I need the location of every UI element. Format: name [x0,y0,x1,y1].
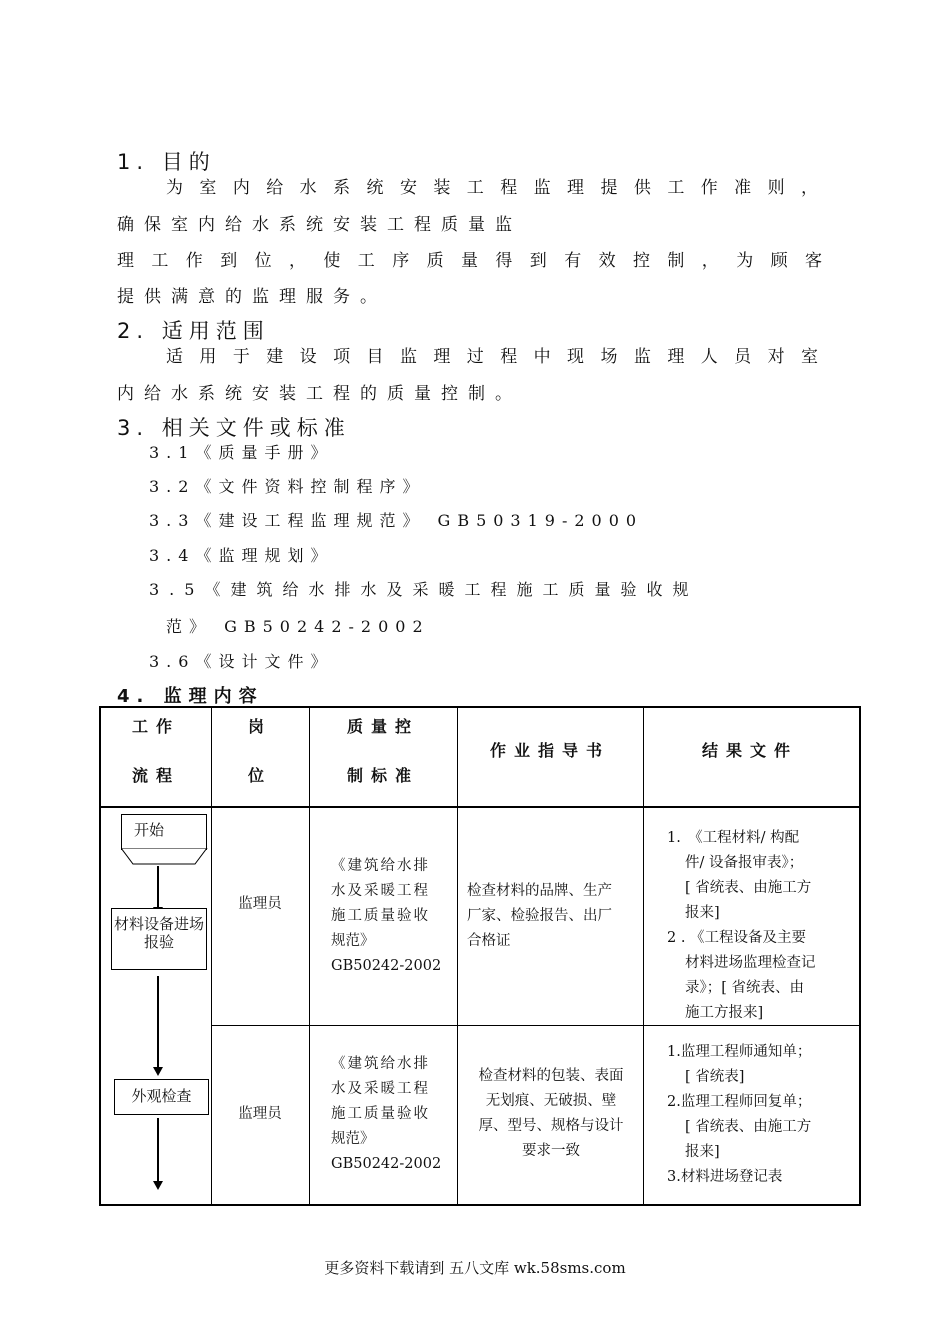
section-1-line-1: 为室内给水系统安装工程监理提供工作准则， [166,178,818,198]
flow-arrow [157,1118,159,1182]
flow-step-appearance-check: 外观检查 [114,1079,209,1115]
row-2-guide: 检查材料的包装、表面 无划痕、无破损、壁 厚、型号、规格与设计 要求一致 [478,1068,624,1159]
section-1-line-3: 理工作到位，使工序质量得到有效控制，为顾客 [117,251,822,271]
flow-start-pointer [121,848,209,866]
row-1-post: 监理员 [238,896,282,912]
reference-item: 3.6《设计文件》 [149,652,334,671]
section-2-line-2: 内给水系统安装工程的质量控制。 [117,384,522,404]
footer-text: 更多资料下载请到 五八文库 wk.58sms.com [324,1259,626,1277]
header-post-2: 位 [247,766,272,785]
row-2-result: 1.监理工程师通知单； [ 省统表] 2.监理工程师回复单； [ 省统表、由施工方 报来] 3.材料进场登记表 [667,1044,812,1185]
header-post: 岗 [247,717,272,736]
section-4-heading: 4. 监理内容 [117,686,264,707]
flow-start-node: 开始 [121,814,207,850]
row-1-guide: 检查材料的品牌、生产 厂家、检验报告、出厂 合格证 [467,883,612,949]
reference-item-continued: 范》 GB50242-2002 [166,617,430,636]
header-guide: 作业指导书 [489,741,610,760]
header-standard-2: 制标准 [346,766,419,785]
reference-item: 3.4《监理规划》 [149,546,334,565]
row-1-standard: 《建筑给水排 水及采暖工程 施工质量验收 规范》 GB50242-2002 [331,858,442,974]
flow-step-material-inspection: 材料设备进场报验 [111,908,207,970]
header-flow: 工作 [131,717,180,736]
header-result: 结果文件 [701,741,798,760]
row-2-post: 监理员 [238,1106,282,1122]
supervision-table [99,706,861,1206]
flow-arrow [157,866,159,908]
section-3-heading: 3. 相关文件或标准 [117,416,351,440]
reference-item: 3.3《建设工程监理规范》 GB50319-2000 [149,511,644,530]
row-1-result: 1. 《工程材料/ 构配 件/ 设备报审表》； [ 省统表、由施工方 报来] 2 . 《工程设备及主要 材料进场监理检查记 录》；[ 省统表、由 施工方报来] [667,830,816,1021]
section-1-heading: 1. 目的 [117,150,216,174]
flow-arrow [157,976,159,1068]
header-standard: 质量控 [346,717,419,736]
reference-item: 3.5《建筑给水排水及采暖工程施工质量验收规 [149,580,699,599]
reference-item: 3.2《文件资料控制程序》 [149,477,426,496]
reference-item: 3.1《质量手册》 [149,443,334,462]
row-2-standard: 《建筑给水排 水及采暖工程 施工质量验收 规范》 GB50242-2002 [331,1056,442,1172]
section-2-line-1: 适用于建设项目监理过程中现场监理人员对室 [166,347,818,367]
section-1-line-4: 提供满意的监理服务。 [117,287,387,307]
header-flow-2: 流程 [131,766,180,785]
section-2-heading: 2. 适用范围 [117,319,270,343]
section-1-line-2: 确保室内给水系统安装工程质量监 [117,215,522,235]
